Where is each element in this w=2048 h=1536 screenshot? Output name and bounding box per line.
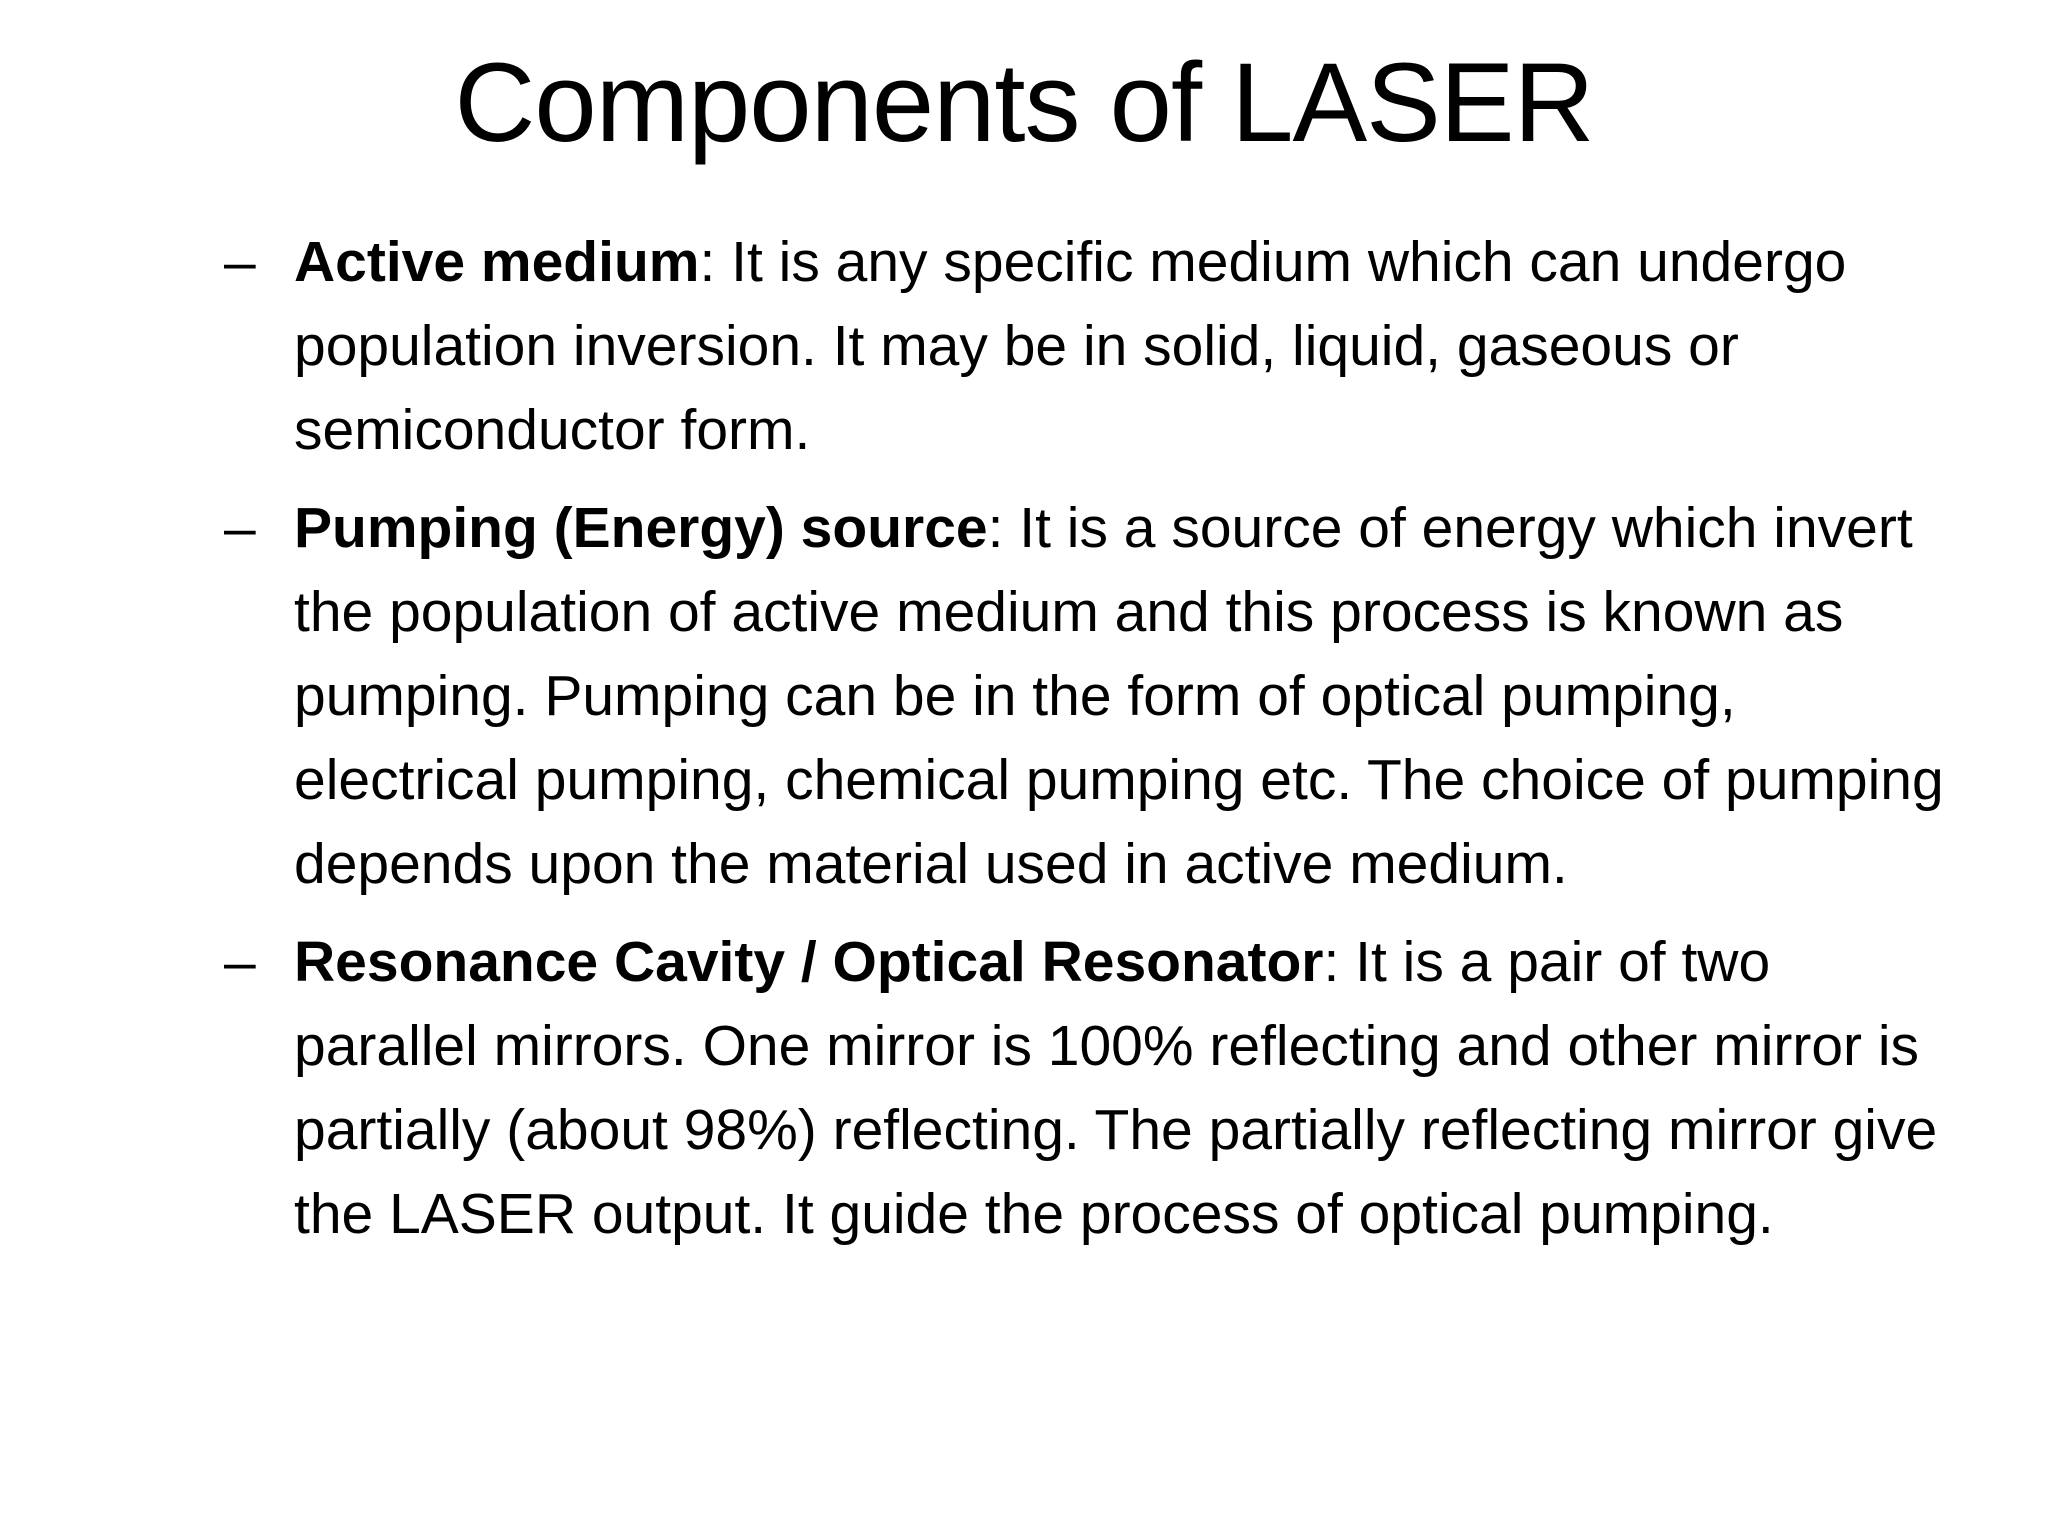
bullet-list bbox=[224, 220, 1944, 1270]
bullet-text: : It is a source of energy which invert the population of active medium and this process is known as pumping. Pumping can be in the form of optical pumping, electrical pumping, chemical pumping etc. The choice of pumping depends upon the material used in active medium. bbox=[294, 496, 1944, 896]
bullet-active-medium bbox=[224, 220, 1944, 472]
bullet-term: Active medium bbox=[294, 230, 700, 294]
bullet-dash-icon: – bbox=[224, 496, 256, 560]
bullet-term: Pumping (Energy) source bbox=[294, 496, 988, 560]
bullet-text: : It is a pair of two parallel mirrors. One mirror is 100% reflecting and other mirror is partially (about 98%) reflecting. The partially reflecting mirror give the LASER output. It guide the process of optical pumping. bbox=[294, 930, 1938, 1246]
bullet-text: : It is any specific medium which can undergo population inversion. It may be in solid, liquid, gaseous or semiconductor form. bbox=[294, 230, 1847, 462]
bullet-pumping-source bbox=[224, 486, 1944, 906]
bullet-term: Resonance Cavity / Optical Resonator bbox=[294, 930, 1324, 994]
bullet-dash-icon: – bbox=[224, 930, 256, 994]
bullet-dash-icon: – bbox=[224, 230, 256, 294]
bullet-resonance-cavity bbox=[224, 920, 1944, 1256]
slide-title: Components of LASER bbox=[454, 40, 1594, 165]
